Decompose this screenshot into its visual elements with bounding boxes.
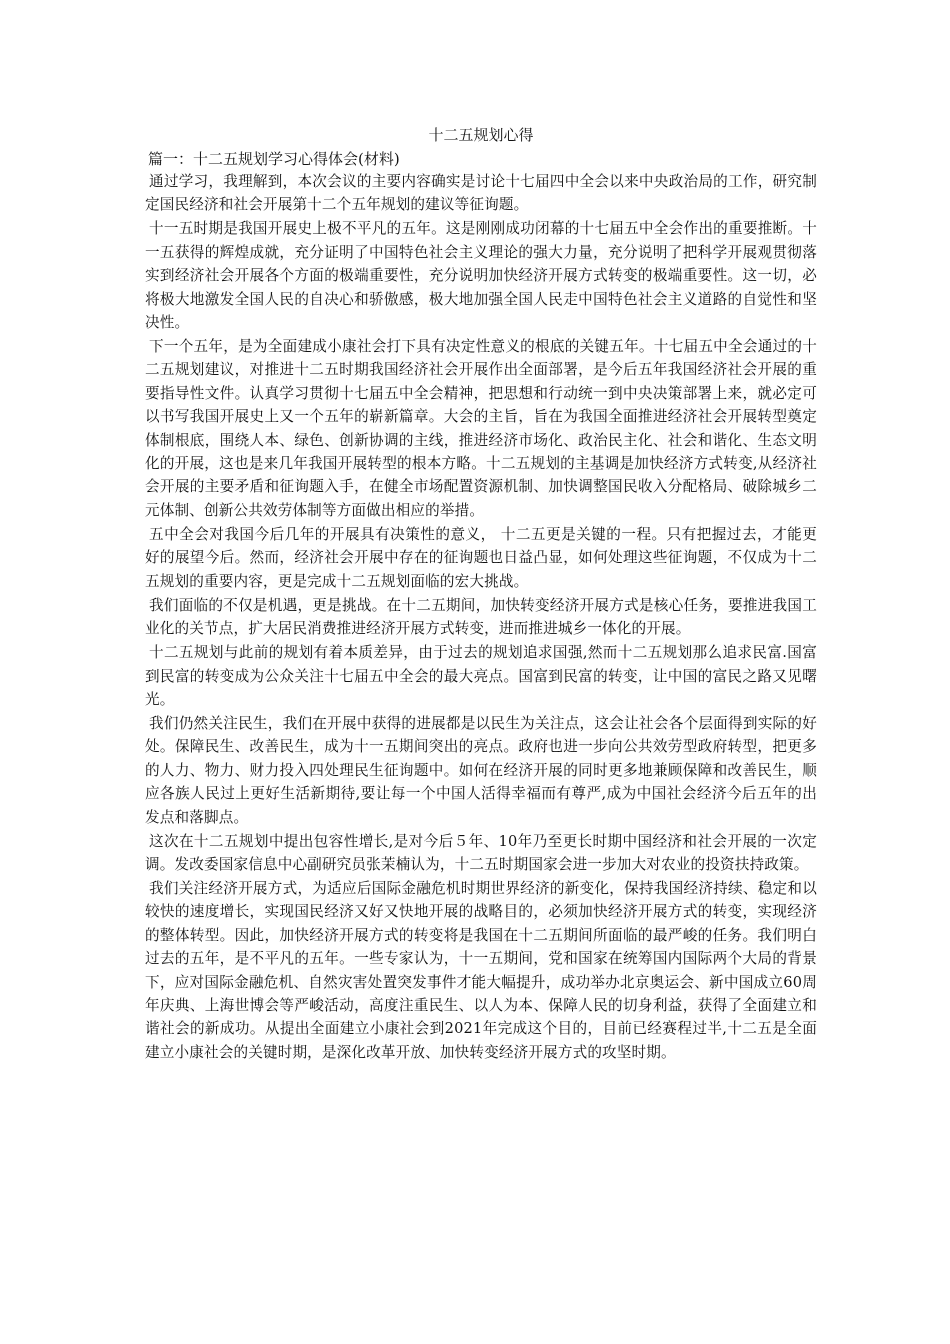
document-title: 十二五规划心得	[428, 126, 534, 144]
paragraph-8: 这次在十二五规划中提出包容性增长,是对今后５年、10年乃至更长时期中国经济和社会开展的一次定调。发改委国家信息中心副研究员张茉楠认为，十二五时期国家会进一步加大对农业的投资扶持政策。	[145, 832, 817, 873]
paragraph-7: 我们仍然关注民生，我们在开展中获得的进展都是以民生为关注点，这会让社会各个层面得到实际的好处。保障民生、改善民生，成为十一五期间突出的亮点。政府也进一步向公共效劳型政府转型，把更多的人力、物力、财力投入四处理民生征询题中。如何在经济开展的同时更多地兼顾保障和改善民生，顺应各族人民过上更好生活新期待,要让每一个中国人活得幸福而有尊严,成为中国社会经济今后五年的出发点和落脚点。	[145, 714, 817, 826]
paragraph-9: 我们关注经济开展方式，为适应后国际金融危机时期世界经济的新变化，保持我国经济持续、稳定和以较快的速度增长，实现国民经济又好又快地开展的战略目的，必须加快经济开展方式的转变，实现经济的整体转型。因此，加快经济开展方式的转变将是我国在十二五期间所面临的最严峻的任务。我们明白过去的五年，是不平凡的五年。一些专家认为，十一五期间，党和国家在统筹国内国际两个大局的背景下，应对国际金融危机、自然灾害处置突发事件才能大幅提升，成功举办北京奥运会、新中国成立60周年庆典、上海世博会等严峻活动，高度注重民生、以人为本、保障人民的切身利益，获得了全面建立和谐社会的新成功。从提出全面建立小康社会到2021年完成这个目的，目前已经赛程过半,十二五是全面建立小康社会的关键时期，是深化改革开放、加快转变经济开展方式的攻坚时期。	[145, 879, 817, 1061]
paragraph-2: 十一五时期是我国开展史上极不平凡的五年。这是刚刚成功闭幕的十七届五中全会作出的重要推断。十一五获得的辉煌成就，充分证明了中国特色社会主义理论的强大力量，充分说明了把科学开展观贯彻落实到经济社会开展各个方面的极端重要性，充分说明加快经济开展方式转变的极端重要性。这一切，必将极大地激发全国人民的自决心和骄傲感，极大地加强全国人民走中国特色社会主义道路的自觉性和坚决性。	[145, 220, 817, 332]
paragraph-3: 下一个五年，是为全面建成小康社会打下具有决定性意义的根底的关键五年。十七届五中全会通过的十二五规划建议，对推进十二五时期我国经济社会开展作出全面部署，是今后五年我国经济社会开展的重要指导性文件。认真学习贯彻十七届五中全会精神，把思想和行动统一到中央决策部署上来，就必定可以书写我国开展史上又一个五年的崭新篇章。大会的主旨，旨在为我国全面推进经济社会开展转型奠定体制根底，围绕人本、绿色、创新协调的主线，推进经济市场化、政治民主化、社会和谐化、生态文明化的开展，这也是来几年我国开展转型的根本方略。十二五规划的主基调是加快经济方式转变,从经济社会开展的主要矛盾和征询题入手，在健全市场配置资源机制、加快调整国民收入分配格局、破除城乡二元体制、创新公共效劳体制等方面做出相应的举措。	[145, 338, 817, 519]
document-page	[145, 124, 817, 1065]
paragraph-5: 我们面临的不仅是机遇，更是挑战。在十二五期间，加快转变经济开展方式是核心任务，要推进我国工业化的关节点，扩大居民消费推进经济开展方式转变，进而推进城乡一体化的开展。	[145, 596, 817, 638]
paragraph-1: 通过学习，我理解到，本次会议的主要内容确实是讨论十七届四中全会以来中央政治局的工作，研究制定国民经济和社会开展第十二个五年规划的建议等征询题。	[145, 173, 817, 214]
document-subtitle: 篇一：十二五规划学习心得体会(材料)	[148, 150, 400, 168]
paragraph-4: 五中全会对我国今后几年的开展具有决策性的意义， 十二五更是关键的一程。只有把握过去，才能更好的展望今后。然而，经济社会开展中存在的征询题也日益凸显，如何处理这些征询题，不仅成为十二五规划的重要内容，更是完成十二五规划面临的宏大挑战。	[145, 525, 817, 590]
paragraph-6: 十二五规划与此前的规划有着本质差异，由于过去的规划追求国强,然而十二五规划那么追求民富.国富到民富的转变成为公众关注十七届五中全会的最大亮点。国富到民富的转变，让中国的富民之路又见曙光。	[145, 644, 817, 708]
